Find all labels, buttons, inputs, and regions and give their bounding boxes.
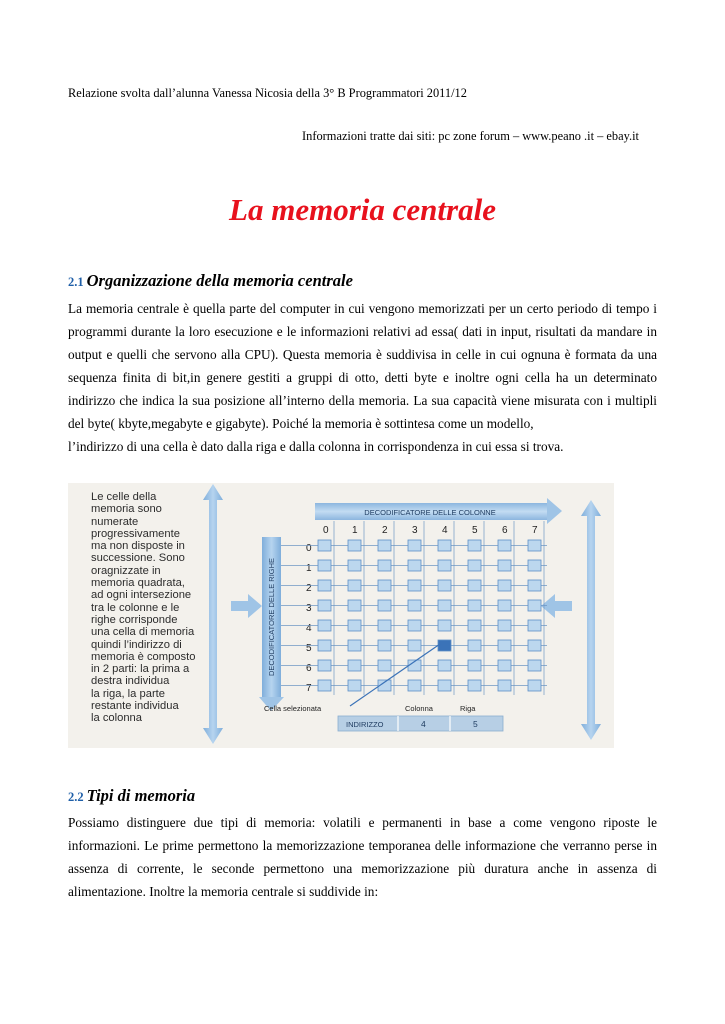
- left-bus-arrow: [203, 484, 223, 744]
- memory-cell: [498, 540, 511, 551]
- memory-cell: [468, 620, 481, 631]
- memory-cell: [408, 620, 421, 631]
- memory-cell: [468, 540, 481, 551]
- memory-cell: [498, 600, 511, 611]
- memory-cell: [378, 660, 391, 671]
- memory-cell: [318, 660, 331, 671]
- memory-cell: [378, 580, 391, 591]
- caption-line: destra individua: [91, 675, 170, 688]
- memory-cell: [528, 540, 541, 551]
- memory-cell: [438, 620, 451, 631]
- caption-line: memoria quadrata,: [91, 577, 185, 590]
- memory-cell: [378, 540, 391, 551]
- row-number: 6: [306, 663, 312, 674]
- paragraph-line: assenza di corrente, le seconde permettono una memorizzazione più duratura anche in assenza di: [68, 861, 657, 876]
- caption-line: in 2 parti: la prima a: [91, 663, 190, 676]
- memory-cell: [438, 600, 451, 611]
- memory-cell: [528, 640, 541, 651]
- section-2-paragraph: [68, 811, 657, 903]
- column-numbers: [323, 525, 538, 536]
- memory-cell: [438, 680, 451, 691]
- memory-cell: [348, 660, 361, 671]
- row-decoder-label: DECODIFICATORE DELLE RIGHE: [267, 557, 276, 677]
- paragraph-line: alimentazione. Inoltre la memoria centrale si suddivide in:: [68, 884, 379, 899]
- memory-cell: [318, 560, 331, 571]
- memory-cell: [408, 580, 421, 591]
- row-number: 0: [306, 543, 312, 554]
- memory-cell: [498, 560, 511, 571]
- caption-line: una cella di memoria: [91, 626, 195, 639]
- paragraph-line: del byte( kbyte,megabyte e gigabyte). Poiché la memoria è sottintesa come un modello,: [68, 416, 534, 431]
- memory-cell: [468, 580, 481, 591]
- arrow-to-row-decoder: [231, 594, 262, 618]
- row-label: Riga: [460, 704, 476, 713]
- column-number: 5: [472, 525, 478, 536]
- address-column-value: 4: [421, 719, 426, 729]
- section-number: 2.1: [68, 275, 84, 289]
- caption-line: oragnizzate in: [91, 564, 161, 577]
- address-table: [338, 704, 503, 731]
- memory-cell: [318, 620, 331, 631]
- memory-cell: [498, 660, 511, 671]
- paragraph-line: programmi durante la loro esecuzione e le informazioni relativi ad essa( dati in input, risultati da mandare in: [68, 324, 657, 339]
- row-decoder: [259, 537, 284, 711]
- memory-cell: [318, 640, 331, 651]
- column-number: 6: [502, 525, 508, 536]
- caption-line: la colonna: [91, 712, 143, 725]
- column-decoder: [315, 498, 562, 524]
- column-label: Colonna: [405, 704, 433, 713]
- section-number: 2.2: [68, 790, 84, 804]
- memory-cell: [348, 600, 361, 611]
- caption-line: restante individua: [91, 700, 179, 713]
- column-number: 3: [412, 525, 418, 536]
- memory-cell: [348, 680, 361, 691]
- memory-cell: [408, 680, 421, 691]
- memory-cell: [498, 620, 511, 631]
- paragraph-line: informazioni. Le prime permettono la memorizzazione temporanea delle informazione che verranno perse in: [68, 838, 657, 853]
- caption-line: memoria è composto: [91, 650, 196, 663]
- address-row-value: 5: [473, 719, 478, 729]
- memory-cell: [318, 540, 331, 551]
- section-heading-2-2: [68, 786, 195, 806]
- memory-cell: [468, 600, 481, 611]
- memory-cell: [438, 560, 451, 571]
- memory-cell: [528, 580, 541, 591]
- row-number: 5: [306, 643, 312, 654]
- row-number: 2: [306, 583, 312, 594]
- caption-line: ad ogni intersezione: [91, 589, 192, 602]
- memory-cell: [348, 640, 361, 651]
- memory-cell: [528, 660, 541, 671]
- memory-cell: [378, 640, 391, 651]
- memory-cell: [408, 600, 421, 611]
- sources-line: Informazioni tratte dai siti: pc zone forum – www.peano .it – ebay.it: [302, 129, 639, 143]
- memory-cell: [468, 680, 481, 691]
- caption-line: successione. Sono: [91, 552, 185, 565]
- memory-cell: [348, 540, 361, 551]
- column-number: 7: [532, 525, 538, 536]
- memory-cell: [348, 560, 361, 571]
- memory-cell: [348, 580, 361, 591]
- memory-cell: [408, 560, 421, 571]
- memory-cell: [468, 640, 481, 651]
- column-decoder-label: DECODIFICATORE DELLE COLONNE: [364, 508, 496, 517]
- caption-line: memoria sono: [91, 503, 162, 516]
- memory-cell: [378, 560, 391, 571]
- paragraph-line: La memoria centrale è quella parte del computer in cui vengono memorizzati per un certo periodo di tempo i: [68, 301, 657, 316]
- selected-memory-cell: [438, 640, 451, 651]
- paragraph-line: indirizzo che indica la sua posizione all’interno della memoria. La sua capacità viene misurata con i multipli: [68, 393, 657, 408]
- memory-cell: [378, 600, 391, 611]
- paragraph-line: Possiamo distinguere due tipi di memoria: volatili e permanenti in base a come vengono riposte le: [68, 815, 657, 830]
- memory-cell: [498, 680, 511, 691]
- caption-line: righe corrisponde: [91, 613, 178, 626]
- caption-line: la riga, la parte: [91, 687, 166, 700]
- row-number: 1: [306, 563, 312, 574]
- caption-line: progressivamente: [91, 527, 180, 540]
- memory-cell: [378, 620, 391, 631]
- caption-line: quindi l’indirizzo di: [91, 638, 182, 651]
- right-bus-arrow: [581, 500, 601, 740]
- memory-cell: [348, 620, 361, 631]
- memory-cell: [438, 660, 451, 671]
- memory-cell: [498, 580, 511, 591]
- memory-cell: [528, 680, 541, 691]
- selected-cell-pointer: [350, 644, 440, 706]
- memory-cell: [408, 540, 421, 551]
- memory-cell: [318, 580, 331, 591]
- memory-cell: [318, 600, 331, 611]
- selected-cell-label: Cella selezionata: [264, 704, 322, 713]
- report-author-line: Relazione svolta dall’alunna Vanessa Nicosia della 3° B Programmatori 2011/12: [68, 86, 467, 100]
- section-title: Organizzazione della memoria centrale: [86, 271, 353, 290]
- column-number: 2: [382, 525, 388, 536]
- arrow-to-right-bus: [541, 594, 572, 618]
- caption-line: Le celle della: [91, 491, 157, 503]
- memory-cell: [468, 560, 481, 571]
- document-title: La memoria centrale: [229, 192, 496, 227]
- memory-cell: [528, 560, 541, 571]
- memory-cell-grid: [318, 540, 541, 691]
- memory-cell: [528, 620, 541, 631]
- row-number: 3: [306, 603, 312, 614]
- memory-cell: [438, 580, 451, 591]
- paragraph-line: sequenza finita di bit,in genere gestiti a gruppi di otto, detti byte e inoltre ogni cella ha un determinato: [68, 370, 657, 385]
- memory-cell: [438, 540, 451, 551]
- caption-line: tra le colonne e le: [91, 601, 180, 614]
- column-number: 1: [352, 525, 358, 536]
- section-title: Tipi di memoria: [86, 786, 196, 805]
- paragraph-line: output e quelli che servono alla CPU). Questa memoria è suddivisa in celle in cui ognuna è formata da una: [68, 347, 657, 362]
- caption-line: numerate: [91, 515, 139, 528]
- paragraph-line: l’indirizzo di una cella è dato dalla riga e dalla colonna in corrispondenza in cui essa si trova.: [68, 439, 564, 454]
- column-number: 4: [442, 525, 448, 536]
- row-number: 7: [306, 683, 312, 694]
- memory-cell: [408, 640, 421, 651]
- address-label: INDIRIZZO: [346, 720, 384, 729]
- memory-cell: [498, 640, 511, 651]
- caption-line: ma non disposte in: [91, 540, 185, 553]
- row-number: 4: [306, 623, 312, 634]
- column-number: 0: [323, 525, 329, 536]
- memory-cell: [318, 680, 331, 691]
- memory-cell: [468, 660, 481, 671]
- memory-cell: [528, 600, 541, 611]
